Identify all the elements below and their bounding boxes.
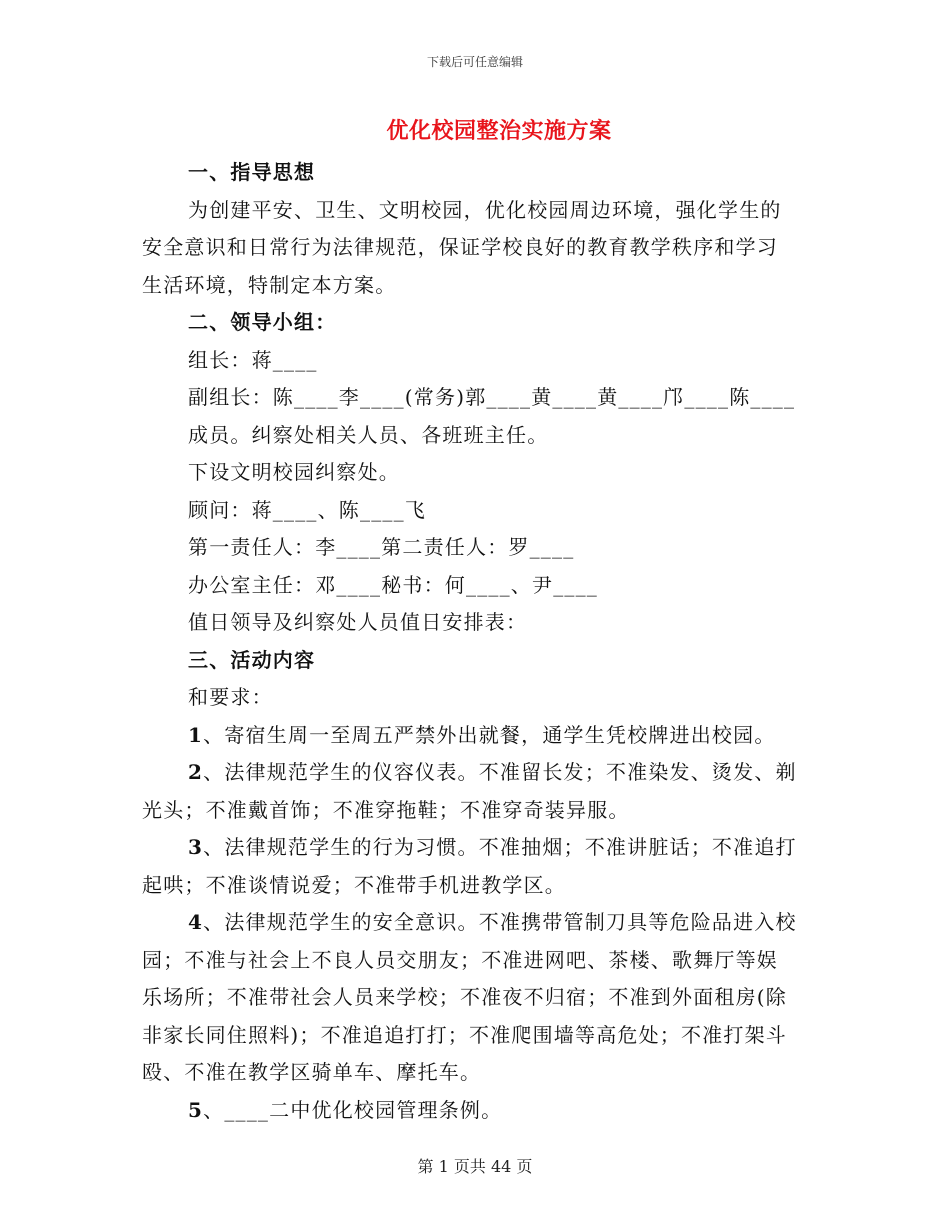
vice-leaders-line: 副组长：陈____李____(常务)郭____黄____黄____邝____陈____ bbox=[188, 385, 796, 409]
list-item-continuation: 起哄；不准谈情说爱；不准带手机进教学区。 bbox=[142, 872, 566, 897]
leader-line: 组长：蒋____ bbox=[188, 347, 318, 372]
paragraph-line: 生活环境，特制定本方案。 bbox=[142, 272, 397, 297]
list-item-5 bbox=[142, 1092, 812, 1130]
requirements-intro: 和要求： bbox=[188, 685, 273, 709]
list-item-3 bbox=[142, 829, 812, 867]
list-item-text: 、法律规范学生的安全意识。不准携带管制刀具等危险品进入校 bbox=[203, 910, 797, 934]
list-item-number: 4 bbox=[188, 910, 204, 934]
section-heading-leadership-group: 二、领导小组： bbox=[188, 310, 337, 334]
list-item-number: 3 bbox=[188, 835, 204, 859]
paragraph-line: 安全意识和日常行为法律规范，保证学校良好的教育教学秩序和学习 bbox=[142, 235, 778, 259]
list-item-continuation: 光头；不准戴首饰；不准穿拖鞋；不准穿奇装异服。 bbox=[142, 797, 630, 822]
list-item-number: 2 bbox=[188, 760, 204, 784]
list-item-text: 、____二中优化校园管理条例。 bbox=[203, 1097, 503, 1122]
members-line: 成员。纠察处相关人员、各班班主任。 bbox=[188, 422, 549, 447]
list-item-2 bbox=[142, 754, 812, 792]
list-item-number: 1 bbox=[188, 722, 204, 747]
list-item-continuation: 园；不准与社会上不良人员交朋友；不准进网吧、茶楼、歌舞厅等娱 bbox=[142, 947, 778, 972]
header-note: 下载后可任意编辑 bbox=[426, 55, 523, 69]
duty-table-line: 值日领导及纠察处人员值日安排表： bbox=[188, 610, 528, 634]
paragraph-line: 为创建平安、卫生、文明校园，优化校园周边环境，强化学生的 bbox=[188, 197, 782, 222]
list-item-continuation: 非家长同住照料)；不准追追打打；不准爬围墙等高危处；不准打架斗 bbox=[142, 1022, 788, 1047]
list-item-continuation: 殴、不准在教学区骑单车、摩托车。 bbox=[142, 1060, 482, 1084]
list-item-4 bbox=[142, 904, 812, 942]
list-item-number: 5 bbox=[188, 1097, 204, 1122]
document-title: 优化校园整治实施方案 bbox=[386, 118, 612, 144]
list-item-1 bbox=[142, 717, 812, 755]
responsible-line: 第一责任人：李____第二责任人：罗____ bbox=[188, 535, 575, 559]
list-item-text: 、法律规范学生的行为习惯。不准抽烟；不准讲脏话；不准追打 bbox=[203, 835, 797, 859]
document-body bbox=[142, 154, 812, 1129]
advisors-line: 顾问：蒋____、陈____飞 bbox=[188, 497, 426, 522]
list-item-text: 、寄宿生周一至周五严禁外出就餐，通学生凭校牌进出校园。 bbox=[203, 722, 776, 747]
section-heading-guiding-thought: 一、指导思想 bbox=[188, 160, 316, 184]
page-number-footer: 第 1 页共 44 页 bbox=[417, 1157, 533, 1176]
section-heading-activities: 三、活动内容 bbox=[188, 647, 316, 672]
list-item-continuation: 乐场所；不准带社会人员来学校；不准夜不归宿；不准到外面租房(除 bbox=[142, 985, 788, 1009]
sub-office-line: 下设文明校园纠察处。 bbox=[188, 460, 400, 484]
office-line: 办公室主任：邓____秘书：何____、尹____ bbox=[188, 572, 598, 597]
list-item-text: 、法律规范学生的仪容仪表。不准留长发；不准染发、烫发、剃 bbox=[203, 760, 797, 784]
